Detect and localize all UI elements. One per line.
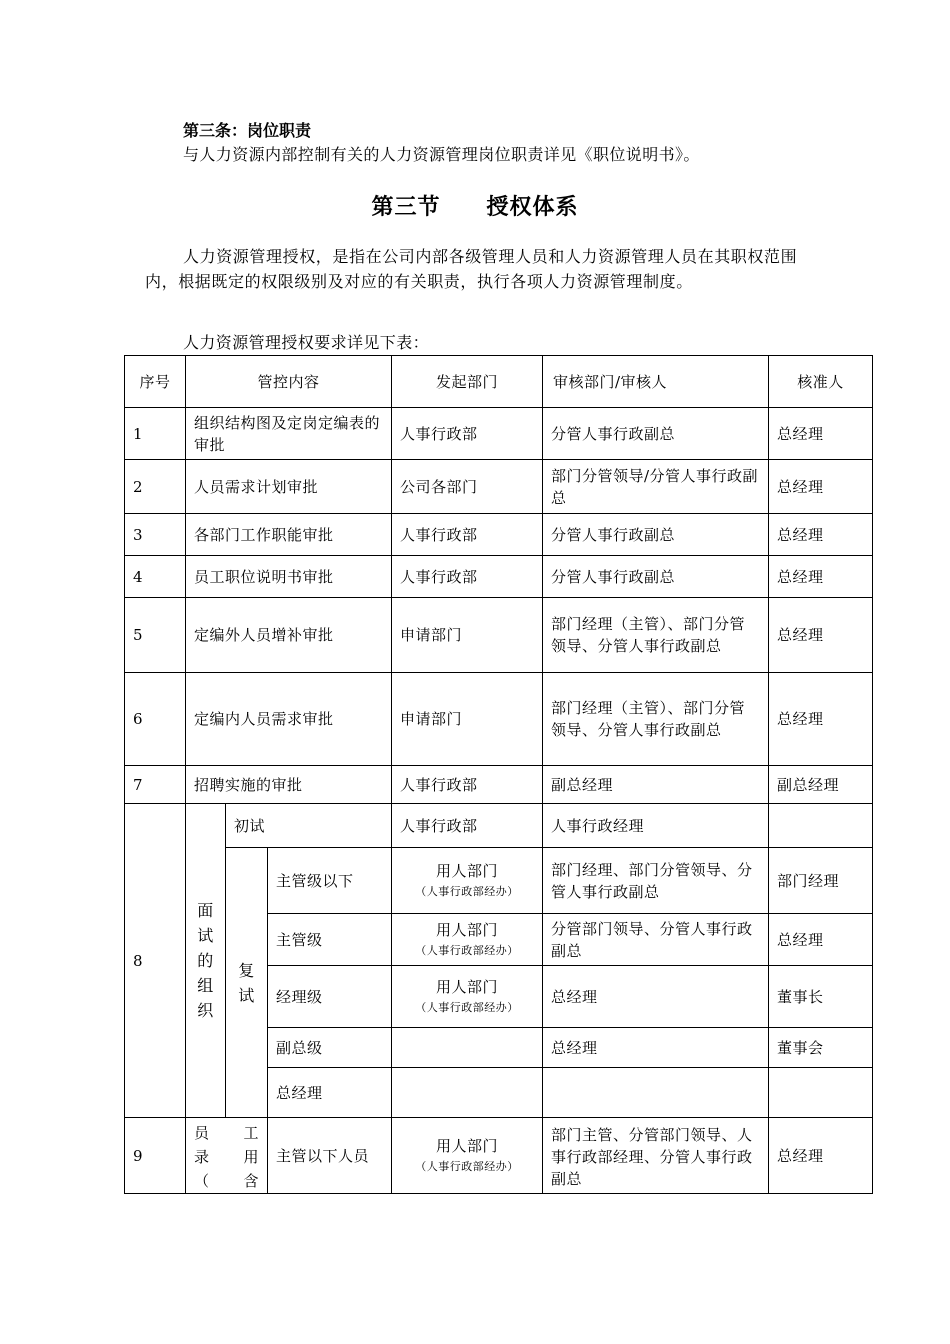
level-label: 总经理 xyxy=(268,1068,392,1118)
table-row xyxy=(125,460,873,514)
row-dept: 人事行政部 xyxy=(392,408,543,460)
dept-note: （人事行政部经办） xyxy=(415,1000,519,1014)
interview-group-label: 面 试 的 组 织 xyxy=(186,804,226,1118)
row-no: 2 xyxy=(125,460,186,514)
dept-note: （人事行政部经办） xyxy=(415,884,519,898)
row-dept: 用人部门 （人事行政部经办） xyxy=(392,848,543,914)
row-dept xyxy=(392,1028,543,1068)
header-content: 管控内容 xyxy=(186,356,392,408)
section-name: 授权体系 xyxy=(486,194,579,220)
row-approve: 总经理 xyxy=(769,408,873,460)
row-review: 部门经理（主管）、部门分管领导、分管人事行政副总 xyxy=(543,673,769,766)
dept-note: （人事行政部经办） xyxy=(415,1159,519,1173)
table-row xyxy=(125,514,873,556)
row-dept: 人事行政部 xyxy=(392,514,543,556)
row-dept: 申请部门 xyxy=(392,673,543,766)
authorization-table xyxy=(124,355,873,1194)
row-dept: 人事行政部 xyxy=(392,804,543,848)
row-no: 9 xyxy=(125,1118,186,1194)
row-dept xyxy=(392,1068,543,1118)
row-content: 定编内人员需求审批 xyxy=(186,673,392,766)
row-content: 组织结构图及定岗定编表的审批 xyxy=(186,408,392,460)
table-row xyxy=(125,766,873,804)
row-review: 部门分管领导/分管人事行政副总 xyxy=(543,460,769,514)
header-approve: 核准人 xyxy=(769,356,873,408)
row-content: 员工职位说明书审批 xyxy=(186,556,392,598)
row-approve: 总经理 xyxy=(769,514,873,556)
row-approve: 总经理 xyxy=(769,1118,873,1194)
dept-note: （人事行政部经办） xyxy=(415,943,519,957)
row-no: 1 xyxy=(125,408,186,460)
row-approve: 总经理 xyxy=(769,914,873,966)
section-title xyxy=(0,190,950,221)
article-title: 第三条：岗位职责 xyxy=(183,121,312,140)
row-content: 人员需求计划审批 xyxy=(186,460,392,514)
row-dept: 用人部门 （人事行政部经办） xyxy=(392,914,543,966)
row-no: 3 xyxy=(125,514,186,556)
row-dept: 公司各部门 xyxy=(392,460,543,514)
row-review: 分管人事行政副总 xyxy=(543,514,769,556)
section-number: 第三节 xyxy=(371,194,441,220)
level-label: 主管级 xyxy=(268,914,392,966)
row-no: 7 xyxy=(125,766,186,804)
row-review: 副总经理 xyxy=(543,766,769,804)
row-dept: 用人部门 （人事行政部经办） xyxy=(392,1118,543,1194)
row-no: 8 xyxy=(125,804,186,1118)
row-approve: 董事长 xyxy=(769,966,873,1028)
table-row xyxy=(125,673,873,766)
row-review xyxy=(543,1068,769,1118)
level-label: 副总级 xyxy=(268,1028,392,1068)
row-review: 分管人事行政副总 xyxy=(543,408,769,460)
level-label: 主管级以下 xyxy=(268,848,392,914)
header-review: 审核部门/审核人 xyxy=(543,356,769,408)
row-review: 分管人事行政副总 xyxy=(543,556,769,598)
row-review: 总经理 xyxy=(543,1028,769,1068)
row-review: 部门经理、部门分管领导、分管人事行政副总 xyxy=(543,848,769,914)
section-paragraph: 人力资源管理授权，是指在公司内部各级管理人员和人力资源管理人员在其职权范围内，根据既定的权限级别及对应的有关职责，执行各项人力资源管理制度。 xyxy=(145,247,798,291)
article-body: 与人力资源内部控制有关的人力资源管理岗位职责详见《职位说明书》。 xyxy=(183,145,700,164)
table-header-row xyxy=(125,356,873,408)
row-content: 定编外人员增补审批 xyxy=(186,598,392,673)
row-review: 部门主管、分管部门领导、人事行政部经理、分管人事行政副总 xyxy=(543,1118,769,1194)
row-approve: 总经理 xyxy=(769,460,873,514)
second-interview-label: 复 试 xyxy=(226,848,268,1118)
table-row-interview-initial xyxy=(125,804,873,848)
row-approve: 总经理 xyxy=(769,673,873,766)
table-row-second-interview xyxy=(125,848,873,914)
table-intro: 人力资源管理授权要求详见下表： xyxy=(183,333,430,352)
row-review: 总经理 xyxy=(543,966,769,1028)
level-label: 主管以下人员 xyxy=(268,1118,392,1194)
table-row xyxy=(125,598,873,673)
row-dept: 人事行政部 xyxy=(392,556,543,598)
row-dept: 申请部门 xyxy=(392,598,543,673)
row-approve: 部门经理 xyxy=(769,848,873,914)
row-review: 分管部门领导、分管人事行政副总 xyxy=(543,914,769,966)
row-review: 部门经理（主管）、部门分管领导、分管人事行政副总 xyxy=(543,598,769,673)
row-approve xyxy=(769,804,873,848)
row-no: 4 xyxy=(125,556,186,598)
initial-interview-label: 初试 xyxy=(226,804,392,848)
row-approve: 副总经理 xyxy=(769,766,873,804)
table-row xyxy=(125,408,873,460)
level-label: 经理级 xyxy=(268,966,392,1028)
header-dept: 发起部门 xyxy=(392,356,543,408)
row-no: 5 xyxy=(125,598,186,673)
row-dept: 人事行政部 xyxy=(392,766,543,804)
row-dept: 用人部门 （人事行政部经办） xyxy=(392,966,543,1028)
table-row-employment xyxy=(125,1118,873,1194)
row-approve: 董事会 xyxy=(769,1028,873,1068)
header-no: 序号 xyxy=(125,356,186,408)
row-content: 招聘实施的审批 xyxy=(186,766,392,804)
row-review: 人事行政经理 xyxy=(543,804,769,848)
row-approve: 总经理 xyxy=(769,598,873,673)
row-approve: 总经理 xyxy=(769,556,873,598)
row-approve xyxy=(769,1068,873,1118)
table-row xyxy=(125,556,873,598)
employment-group-label: 员 工 录 用 （ 含 xyxy=(186,1118,268,1194)
row-content: 各部门工作职能审批 xyxy=(186,514,392,556)
row-no: 6 xyxy=(125,673,186,766)
